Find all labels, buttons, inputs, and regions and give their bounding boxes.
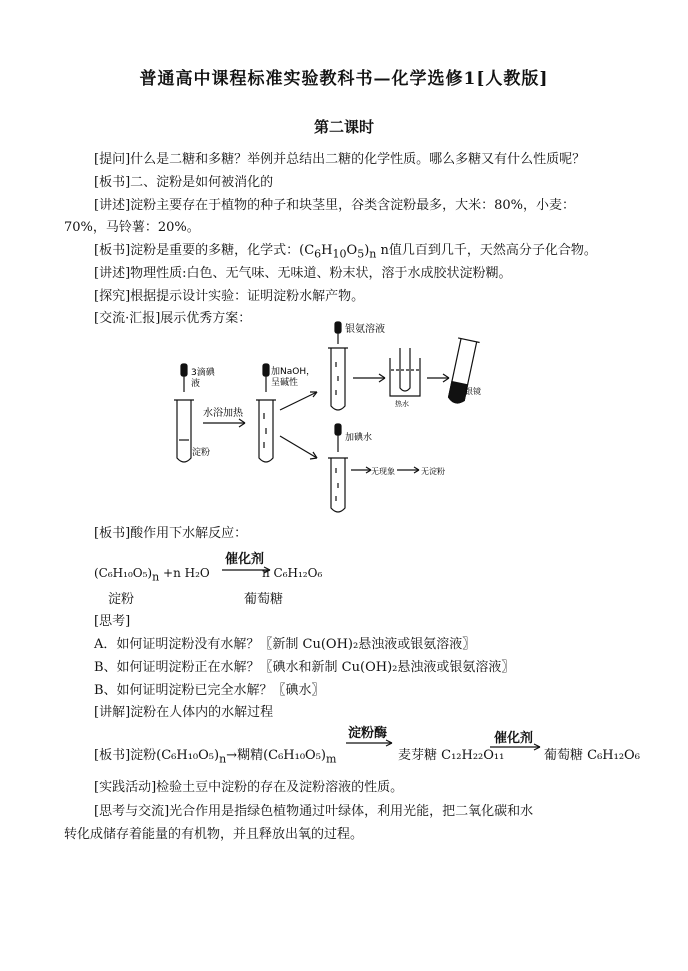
label-alkaline: 呈碱性 <box>271 378 299 388</box>
arrow-to-silver-mirror <box>427 374 449 382</box>
reaction2-glucose: 葡萄糖 C₆H₁₂O₆ <box>544 748 640 763</box>
paragraph-board-heading: [板书]二、淀粉是如何被消化的 <box>94 175 274 190</box>
closing-line-1: [思考与交流]光合作用是指绿色植物通过叶绿体，利用光能，把二氧化碳和水 <box>94 804 534 819</box>
think-question-b2: B、如何证明淀粉已完全水解？〖碘水〗 <box>94 683 325 698</box>
lecture-hydrolysis: [讲解]淀粉在人体内的水解过程 <box>94 705 274 720</box>
paragraph-physical-properties: [讲述]物理性质:白色、无气味、无味道、粉末状，溶于水成胶状淀粉糊。 <box>94 266 512 281</box>
dropper-iodine <box>181 364 187 392</box>
reaction1-name-starch: 淀粉 <box>108 592 135 607</box>
reaction2-catalyst: 催化剂 <box>494 731 534 746</box>
beaker-hot-water <box>390 348 420 396</box>
reaction2-arrow-enzyme <box>346 738 398 748</box>
arrow-no-starch <box>397 467 419 473</box>
reaction1-equation: $(C_6H_{10}O_5)_n +n$ H₂O <box>94 566 210 584</box>
reaction1-header: [板书]酸作用下水解反应： <box>94 526 248 541</box>
arrow-to-iodine-branch <box>280 436 317 459</box>
closing-line-2: 转化成储存着能量的有机物，并且释放出氧的过程。 <box>64 827 364 842</box>
label-silver-ammonia: 银氨溶液 <box>345 324 385 335</box>
practice-activity: [实践活动]检验土豆中淀粉的存在及淀粉溶液的性质。 <box>94 780 404 795</box>
paragraph-lecture-distribution-cont: 70%，马铃薯：20%。 <box>64 220 200 235</box>
section-subtitle: 第二课时 <box>313 118 374 136</box>
arrow-to-beaker <box>353 374 385 382</box>
arrow-to-silver-branch <box>280 392 317 410</box>
document-title: 普通高中课程标准实验教科书—化学选修1[人教版] <box>139 69 549 89</box>
arrow-water-bath <box>203 419 245 427</box>
label-water-bath: 水浴加热 <box>203 408 243 419</box>
label-hot-water: 热水 <box>395 400 409 408</box>
reaction2-enzyme: 淀粉酶 <box>348 726 388 741</box>
label-iodine-drops: 3滴碘 <box>191 368 215 378</box>
paragraph-exchange: [交流·汇报]展示优秀方案： <box>94 311 252 326</box>
reaction2-equation: [板书]淀粉$(C_6H_{10}O_5)_n\to$糊精$(C_6H_{10}O_5)_m$ <box>94 748 337 766</box>
think-header: [思考] <box>94 614 131 629</box>
think-question-a: A．如何证明淀粉没有水解？〖新制 Cu(OH)₂悬浊液或银氨溶液〗 <box>94 637 476 652</box>
reaction1-product: n C₆H₁₂O₆ <box>262 566 323 580</box>
paragraph-inquiry: [探究]根据提示设计实验：证明淀粉水解产物。 <box>94 289 365 304</box>
label-no-change: 无现象 <box>371 467 395 476</box>
label-add-iodine: 加碘水 <box>345 433 373 443</box>
dropper-silver-ammonia <box>335 322 341 344</box>
paragraph-formula: [板书]淀粉是重要的多糖，化学式：$(C_6H_{10}O_5)_n$ n值几百到几千，天然高分子化合物。 <box>94 243 597 261</box>
test-tube-hydrolyzed <box>256 400 276 462</box>
paragraph-question: [提问]什么是二糖和多糖？举例并总结出二糖的化学性质。哪么多糖又有什么性质呢？ <box>94 152 586 167</box>
label-no-starch: 无淀粉 <box>421 467 445 476</box>
experiment-diagram <box>165 318 490 518</box>
label-silver-mirror: 银镜 <box>465 387 481 396</box>
reaction2-maltose: 麦芽糖 C₁₂H₂₂O₁₁ <box>398 748 505 763</box>
test-tube-silver-test <box>328 348 348 410</box>
label-add-naoh: 加NaOH， <box>271 367 316 377</box>
arrow-no-change <box>351 467 371 473</box>
test-tube-starch <box>174 400 194 462</box>
paragraph-lecture-distribution: [讲述]淀粉主要存在于植物的种子和块茎里，谷类含淀粉最多，大米：80%，小麦： <box>94 198 576 213</box>
dropper-iodine-water <box>335 424 341 452</box>
reaction1-name-glucose: 葡萄糖 <box>244 592 284 607</box>
reaction1-catalyst: 催化剂 <box>225 552 265 567</box>
think-question-b1: B、如何证明淀粉正在水解？〖碘水和新制 Cu(OH)₂悬浊液或银氨溶液〗 <box>94 660 515 675</box>
dropper-naoh <box>263 364 269 392</box>
label-starch: 淀粉 <box>192 448 211 458</box>
test-tube-iodine-test <box>328 458 348 512</box>
label-starch-liquid: 液 <box>191 379 201 389</box>
